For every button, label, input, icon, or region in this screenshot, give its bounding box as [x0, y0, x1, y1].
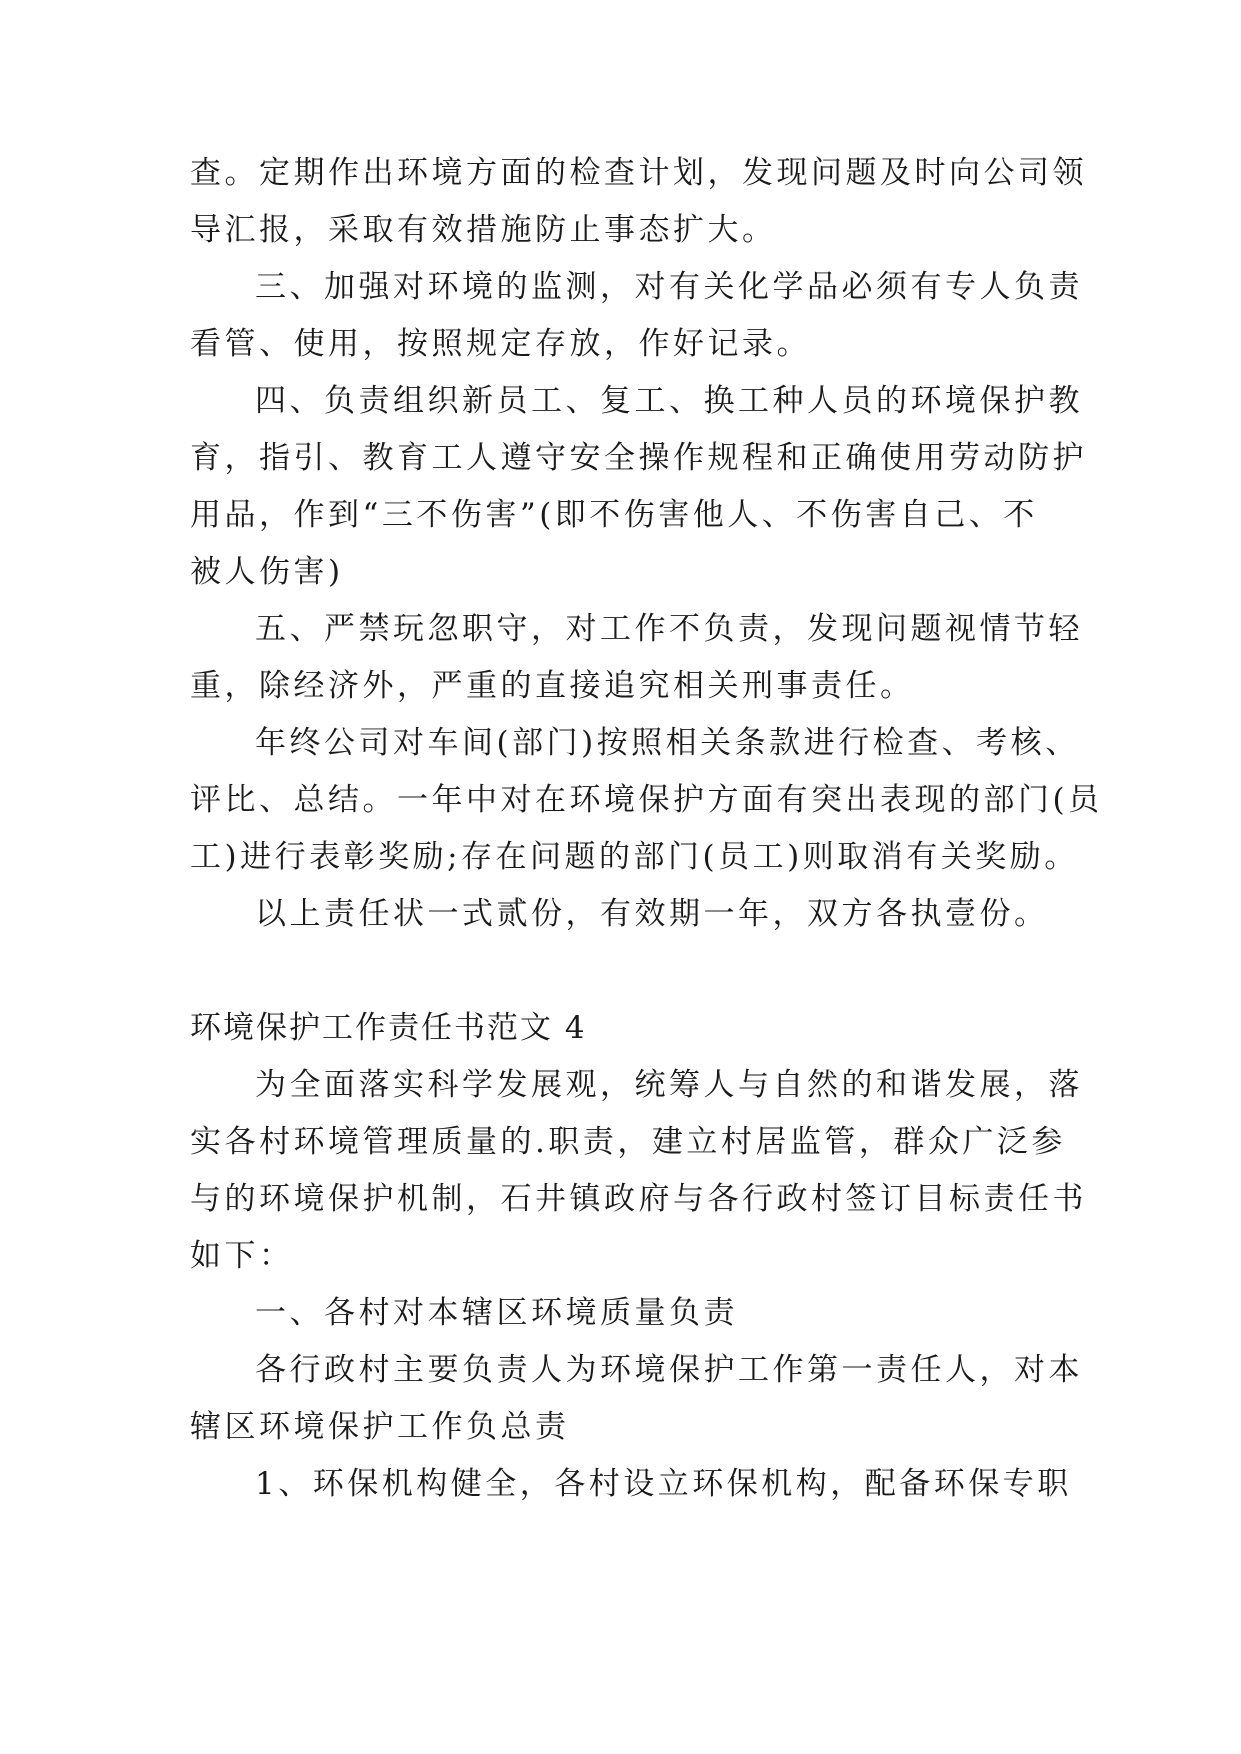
paragraph-first-line: 一、各村对本辖区环境质量负责	[255, 1295, 738, 1331]
paragraph-first-line: 年终公司对车间(部门)按照相关条款进行检查、考核、	[255, 725, 1080, 761]
paragraph-first-line: 四、负责组织新员工、复工、换工种人员的环境保护教	[255, 383, 1083, 419]
paragraph-first-line: 各行政村主要负责人为环境保护工作第一责任人，对本	[255, 1352, 1083, 1388]
body-text-line: 看管、使用，按照规定存放，作好记录。	[190, 326, 811, 362]
body-text-line: 导汇报，采取有效措施防止事态扩大。	[190, 212, 777, 248]
body-text-line: 工)进行表彰奖励;存在问题的部门(员工)则取消有关奖励。	[190, 839, 1079, 875]
body-text-line: 育，指引、教育工人遵守安全操作规程和正确使用劳动防护	[190, 440, 1087, 476]
paragraph-first-line: 为全面落实科学发展观，统筹人与自然的和谐发展，落	[255, 1067, 1083, 1103]
body-text-line: 重，除经济外，严重的直接追究相关刑事责任。	[190, 668, 915, 704]
body-text-line: 辖区环境保护工作负总责	[190, 1409, 570, 1445]
paragraph-first-line: 三、加强对环境的监测，对有关化学品必须有专人负责	[255, 269, 1083, 305]
body-text-line: 实各村环境管理质量的.职责，建立村居监管，群众广泛参	[190, 1124, 1066, 1160]
paragraph-first-line: 五、严禁玩忽职守，对工作不负责，发现问题视情节轻	[255, 611, 1083, 647]
body-text-line: 查。定期作出环境方面的检查计划，发现问题及时向公司领	[190, 155, 1087, 191]
section-heading: 环境保护工作责任书范文 4	[190, 1010, 587, 1046]
body-text-line: 如下：	[190, 1238, 294, 1274]
paragraph-first-line: 1、环保机构健全，各村设立环保机构，配备环保专职	[255, 1466, 1072, 1502]
body-text-line: 用品，作到“三不伤害”(即不伤害他人、不伤害自己、不	[190, 497, 1038, 533]
body-text-line: 被人伤害)	[190, 554, 344, 590]
paragraph-first-line: 以上责任状一式贰份，有效期一年，双方各执壹份。	[255, 896, 1049, 932]
body-text-line: 评比、总结。一年中对在环境保护方面有突出表现的部门(员	[190, 782, 1103, 818]
body-text-line: 与的环境保护机制，石井镇政府与各行政村签订目标责任书	[190, 1181, 1087, 1217]
